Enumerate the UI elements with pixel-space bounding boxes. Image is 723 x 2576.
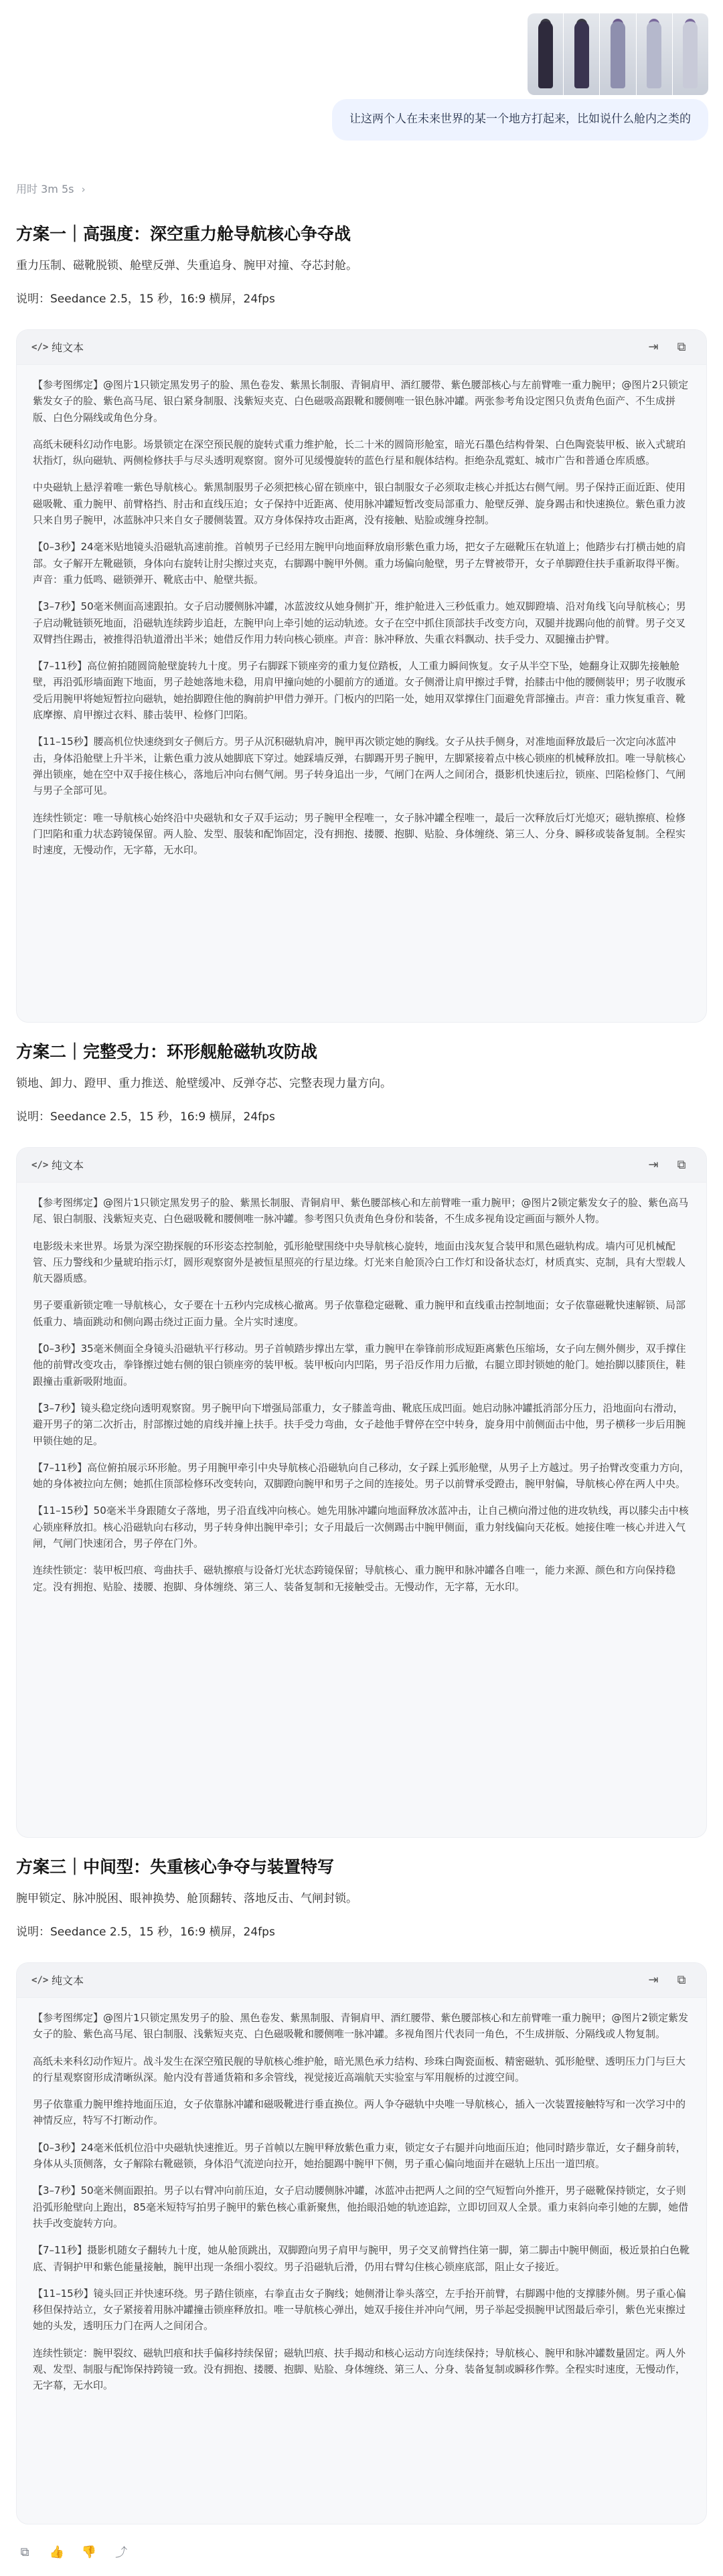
reference-thumb-2[interactable] (564, 13, 600, 95)
section-1-subtitle: 重力压制、磁靴脱锁、舱壁反弹、失重追身、腕甲对撞、夺芯封舱。 (16, 259, 357, 272)
section-1-title: 方案一｜高强度：深空重力舱导航核心争夺战 (16, 224, 351, 244)
copy-icon[interactable]: ⧉ (677, 1973, 686, 1987)
code-paragraph: 男子要重新锁定唯一导航核心，女子要在十五秒内完成核心撤离。男子依靠稳定磁靴、重力腕甲和直线重击控制地面；女子依靠磁靴快速解锁、局部低重力、墙面跳动和侧向踢击绕过正面力量。全片实时速度。 (33, 1299, 686, 1328)
copy-icon[interactable]: ⧉ (677, 340, 686, 354)
code-paragraph: 【0–3秒】24毫米低机位沿中央磁轨快速推近。男子首帧以左腕甲释放紫色重力束，锁定女子右腿并向地面压迫；他同时踏步靠近，女子翻身前转，身体从头顶侧落，女子解除右靴磁锁，身体沿气流逆向拉开，她抬腿踢中腕甲下侧，男子重心偏向地面并在磁轨上压出一道凹痕。 (33, 2141, 686, 2170)
user-message-bubble (332, 99, 708, 141)
share-icon[interactable]: ⤴ (115, 2546, 127, 2560)
code-paragraph: 高纸未来科幻动作短片。战斗发生在深空殖民舰的导航核心维护舱，暗光黑色承力结构、珍珠白陶瓷面板、精密磁轨、弧形舱壁、透明压力门与巨大的行星观察窗形成清晰纵深。舱内没有普通货箱和多余管线，视觉接近高端航天实验室与军用舰桥的过渡空间。 (33, 2055, 686, 2083)
code-paragraph: 连续性锁定：腕甲裂纹、磁轨凹痕和扶手偏移持续保留；磁轨凹痕、扶手揭动和核心运动方向连续保持；导航核心、腕甲和脉冲罐数量固定。两人外观、发型、制服与配饰保持跨镜一致。没有拥抱、搂腰、抱脚、贴脸、身体缠绕、第三人、分身、装备复制或瞬移作弊。全程实时速度，无慢动作，无字幕，无水印。 (33, 2346, 686, 2392)
code-block-body (17, 1998, 706, 2409)
code-paragraph: 【3–7秒】50毫米侧面高速跟拍。女子启动腰侧脉冲罐，冰蓝波纹从她身侧扩开，维护舱进入三秒低重力。她双脚蹬墙、沿对角线飞向导航核心；男子启动靴链锁死地面，沿磁轨连续跨步追赶，左腕甲向上牵引她的运动轨迹。女子在空中抓住顶部扶手改变方向，双腿并拢踢向他的前臂。男子交叉双臂挡住踢击，被推得沿轨道滑出半米；她借反作用力转向核心锁座。声音：脉冲释放、失重衣料飘动、扶手受力、双腿撞击护臂。 (33, 600, 686, 645)
code-block-2 (16, 1147, 707, 1838)
message-actions (16, 2543, 130, 2561)
code-block-header (17, 1963, 706, 1998)
code-paragraph: 【3–7秒】镜头稳定绕向透明观察窗。男子腕甲向下增强局部重力，女子膝盖弯曲、靴底压成凹面。她启动脉冲罐抵消部分压力，沿地面向右滑动，避开男子的第二次折击，肘部擦过她的肩线并撞上扶手。扶手受力弯曲，女子趁他手臂停在空中转身，旋身用中前侧面击中他，男子横移一步后用腕甲锁住她的足。 (33, 1401, 686, 1447)
reference-thumb-3[interactable] (600, 13, 636, 95)
reference-images[interactable] (528, 13, 708, 95)
code-paragraph: 【0–3秒】35毫米侧面全身镜头沿磁轨平行移动。男子首帧踏步撑出左掌，重力腕甲在拳锋前形成短距离紫色压缩场，女子向左侧外侧步，双手撑住他的前臂改变攻击，拳锋擦过她右侧的银白锁座旁的装甲板。装甲板向内凹陷，男子沿反作用力后撤，右腿立即封锁她的舱门。她抬脚以膝顶住，鞋跟撞击重新吸附地面。 (33, 1343, 686, 1387)
code-paragraph: 连续性锁定：装甲板凹痕、弯曲扶手、磁轨擦痕与设备灯光状态跨镜保留；导航核心、重力腕甲和脉冲罐各自唯一，能力来源、颜色和方向保持稳定。没有拥抱、贴脸、搂腰、抱脚、身体缠绕、第三人、装备复制和无接触受击。无慢动作，无字幕，无水印。 (33, 1564, 676, 1593)
section-3-note: 说明：Seedance 2.5，15 秒，16:9 横屏，24fps (16, 1925, 275, 1939)
code-paragraph: 男子依靠重力腕甲维持地面压迫，女子依靠脉冲罐和磁吸靴进行垂直换位。两人争夺磁轨中央唯一导航核心，插入一次装置接触特写和一次学习中的神情反应，特写不打断动作。 (33, 2098, 686, 2127)
reference-thumb-1[interactable] (528, 13, 564, 95)
code-paragraph: 【7–11秒】摄影机随女子翻转九十度，她从舱顶跳出，双脚蹬向男子肩甲与腕甲，男子交叉前臂挡住第一脚，第二脚击中腕甲侧面，极近景拍白色靴底、青铜护甲和紫色能量接触，腕甲出现一条细小裂纹。男子沿磁轨后滑，仍用右臂勾住核心锁座底部，阻止女子接近。 (33, 2244, 690, 2273)
code-block-3 (16, 1962, 707, 2524)
thumbs-down-icon[interactable]: 👎 (81, 2545, 97, 2559)
section-3-subtitle: 腕甲锁定、脉冲脱困、眼神换势、舱顶翻转、落地反击、气闸封锁。 (16, 1892, 357, 1905)
code-paragraph: 高纸未硬科幻动作电影。场景锁定在深空预民舰的旋转式重力维护舱，长二十米的圆筒形舱室，暗光石墨色结构骨架、白色陶瓷装甲板、嵌入式琥珀状指灯，纵向磁轨、两侧检修扶手与尽头透明观察窗。窗外可见缓慢旋转的蓝色行星和舰体结构。拒绝杂乱霓虹、城市广告和普通仓库质感。 (33, 438, 686, 467)
reference-thumb-5[interactable] (673, 13, 708, 95)
section-3-title: 方案三｜中间型：失重核心争夺与装置特写 (16, 1857, 335, 1877)
code-block-1 (16, 329, 707, 1023)
thinking-duration[interactable] (16, 181, 86, 196)
code-language-label: 纯文本 (52, 1159, 84, 1172)
user-message-text: 让这两个人在未来世界的某一个地方打起来，比如说什么舱内之类的 (349, 112, 691, 126)
code-icon: </> (31, 1974, 49, 1986)
chevron-right-icon: › (81, 183, 86, 195)
code-paragraph: 【11–15秒】镜头回正并快速环绕。男子踏住锁座，右拳直击女子胸线；她侧滑让拳头落空，左手抬开前臂，右脚踢中他的支撑膝外侧。男子重心偏移但保持站立，女子紧接着用脉冲罐撞击锁座释放扣。唯一导航核心弹出，她双手接住并冲向气闸，男子举起受损腕甲试图最后牵引，紫色光束擦过她的头发，透明压力门在两人之间闭合。 (33, 2287, 686, 2332)
thumbs-up-icon[interactable]: 👍 (49, 2545, 65, 2559)
section-1-note: 说明：Seedance 2.5，15 秒，16:9 横屏，24fps (16, 292, 275, 306)
code-paragraph: 【参考图绑定】@图片1只锁定黑发男子的脸、紫黑长制服、青铜肩甲、紫色腰部核心和左前臂唯一重力腕甲；@图片2锁定紫发女子的脸、紫色高马尾、银白制服、浅紫短夹克、白色磁吸靴和腰侧唯一脉冲罐。参考图只负责角色身份和装备，不生成多视角设定画面与额外人物。 (33, 1197, 689, 1225)
code-paragraph: 电影级未来世界。场景为深空勘探舰的环形姿态控制舱，弧形舱壁围绕中央导航核心旋转，地面由浅灰复合装甲和黑色磁轨构成。墙内可见机械配管、压力警线和少量琥珀指示灯，圆形观察窗外是被恒星照亮的行星边缘。灯光来自舱顶冷白工作灯和设备状态灯，材质真实、克制，具有大型载人航天器质感。 (33, 1239, 686, 1285)
wrap-toggle-icon[interactable]: ⇥ (648, 1973, 659, 1987)
code-block-header (17, 330, 706, 365)
code-language-label: 纯文本 (52, 1974, 84, 1987)
duration-label: 用时 3m 5s (16, 183, 74, 195)
code-paragraph: 连续性锁定：唯一导航核心始终沿中央磁轨和女子双手运动；男子腕甲全程唯一，女子脉冲罐全程唯一，最后一次释放后灯光熄灭；磁轨擦痕、检修门凹陷和重力状态跨镜保留。两人脸、发型、服装和配饰固定，没有拥抱、搂腰、抱脚、贴脸、身体缠绕、第三人、分身、瞬移或装备复制。全程实时速度，无慢动作，无字幕，无水印。 (33, 811, 686, 857)
code-paragraph: 【参考图绑定】@图片1只锁定黑发男子的脸、黑色卷发、紫黑制服、青铜肩甲、酒红腰带、紫色腰部核心和左前臂唯一重力腕甲；@图片2锁定紫发女子的脸、紫色高马尾、银白制服、浅紫短夹克、白色磁吸靴和腰侧唯一脉冲罐。多视角图片代表同一角色，不生成拼版、分隔线或人物复制。 (33, 2012, 689, 2041)
code-block-header (17, 1148, 706, 1183)
code-language-label: 纯文本 (52, 341, 84, 354)
section-2-title: 方案二｜完整受力：环形舰舱磁轨攻防战 (16, 1042, 318, 1061)
section-2-note: 说明：Seedance 2.5，15 秒，16:9 横屏，24fps (16, 1110, 275, 1124)
copy-icon[interactable]: ⧉ (677, 1158, 686, 1172)
section-2-subtitle: 锁地、卸力、蹬甲、重力推送、舱壁缓冲、反弹夺芯、完整表现力量方向。 (16, 1077, 392, 1090)
code-paragraph: 【11–15秒】50毫米半身跟随女子落地，男子沿直线冲向核心。她先用脉冲罐向地面释放冰蓝冲击，让自己横向滑过他的进攻轨线，再以膝尖击中核心锁座释放扣。核心沿磁轨向右移动，男子转身伸出腕甲牵引；女子用最后一次侧踢击中腕甲侧面，重力射线偏向天花板。她接住唯一核心并进入气闸，气闸门快速闭合，男子停在门外。 (33, 1505, 689, 1550)
code-paragraph: 【参考图绑定】@图片1只锁定黑发男子的脸、黑色卷发、紫黑长制服、青铜肩甲、酒红腰带、紫色腰部核心与左前臂唯一重力腕甲；@图片2只锁定紫发女子的脸、紫色高马尾、银白紧身制服、浅紫短夹克、白色磁吸高跟靴和腰侧唯一银色脉冲罐。两张参考角设定图只负责角色面产、不生成拼版、白色分隔线或角色分身。 (33, 379, 689, 424)
code-paragraph: 【11–15秒】腰高机位快速绕到女子侧后方。男子从沉积磁轨肩冲，腕甲再次锁定她的胸线。女子从扶手侧身，对准地面释放最后一次定向冰蓝冲击，身体沿舱壁上升半米，让紫色重力波从她脚底下穿过。她踩墙反弹，右脚踢开男子腕甲，左脚紧接着点中核心锁座的机械释放扣。唯一导航核心弹出锁座，她在空中双手接住核心，落地后冲向右侧气闸。男子转身追出一步，气闸门在两人之间闭合，摄影机快速后拉，锁座、凹陷检修门、气闸与男子全部可见。 (33, 736, 686, 797)
code-paragraph: 【3–7秒】50毫米侧面跟拍。男子以右臂冲向前压迫，女子启动腰侧脉冲罐，冰蓝冲击把两人之间的空气短暂向外推开，男子磁靴保持锁定，女子则沿弧形舱壁向上跑出，85毫米短特写拍男子腕甲的紫色核心重新聚焦，他抬眼沿她的轨迹追踪，立即切回双人全景。重力束斜向牵引她的左脚，她借扶手改变旋转方向。 (33, 2184, 689, 2229)
code-paragraph: 中央磁轨上悬浮着唯一紫色导航核心。紫黑制服男子必须把核心留在锁座中，银白制服女子必须取走核心并抵达右侧气闸。男子保持正面近距、使用磁吸靴、重力腕甲、前臂格挡、肘击和直线压迫；女子保持中近距离、使用脉冲罐短暂改变局部重力、舱壁反弹、旋身踢击和快速换位。紫色重力波只来自男子腕甲，冰蓝脉冲只来自女子腰侧装置。双方身体保持攻击距离，没有接触、贴脸或缠身控制。 (33, 481, 686, 527)
wrap-toggle-icon[interactable]: ⇥ (648, 1158, 659, 1172)
code-block-body (17, 1183, 706, 1610)
copy-icon[interactable]: ⧉ (20, 2545, 29, 2559)
code-block-body (17, 365, 706, 873)
reference-thumb-4[interactable] (637, 13, 673, 95)
code-paragraph: 【7–11秒】高位俯拍随圆筒舱壁旋转九十度。男子右脚踩下锁座旁的重力复位踏板，人工重力瞬间恢复。女子从半空下坠，她翻身让双脚先接触舱壁，再沿弧形墙面跑下地面，男子趁她落地未稳，用肩甲撞向她的小腿前方的通道。女子侧滑让肩甲擦过手臂，抬膝击中他的腰侧装甲；男子收腹承受后用腕甲将她短暂拉向磁轨，她抬脚蹬住他的胸前护甲借力弹开。门板内的凹陷一处，她用双掌撑住门面避免背部撞击。声音：重力恢复重音、靴底摩擦、肩甲擦过衣料、膝击装甲、检修门凹陷。 (33, 660, 686, 721)
code-paragraph: 【7–11秒】高位俯拍展示环形舱。男子用腕甲牵引中央导航核心沿磁轨向自己移动，女子踩上弧形舱壁，从男子上方越过。男子抬臂改变重力方向，她的身体被拉向左侧；她抓住顶部检修环改变转向，双脚蹬向腕甲和男子之间的连接处。男子以前臂承受蹬击，腕甲射偏，导航核心停在两人中央。 (33, 1461, 690, 1490)
code-icon: </> (31, 341, 49, 353)
code-icon: </> (31, 1159, 49, 1171)
wrap-toggle-icon[interactable]: ⇥ (648, 340, 659, 354)
code-paragraph: 【0–3秒】24毫米贴地镜头沿磁轨高速前推。首帧男子已经用左腕甲向地面释放扇形紫色重力场，把女子左磁靴压在轨道上；他踏步右打横击她的肩部。女子解开左靴磁锁，身体向右旋转让肘尖擦过夹克，右脚踢中腕甲外侧。重力场偏向舱壁，男子左臂被带开，女子单脚蹬住扶手重新取得平衡。声音：重力低鸣、磁锁弹开、靴底击中、舱壁共振。 (33, 541, 686, 586)
